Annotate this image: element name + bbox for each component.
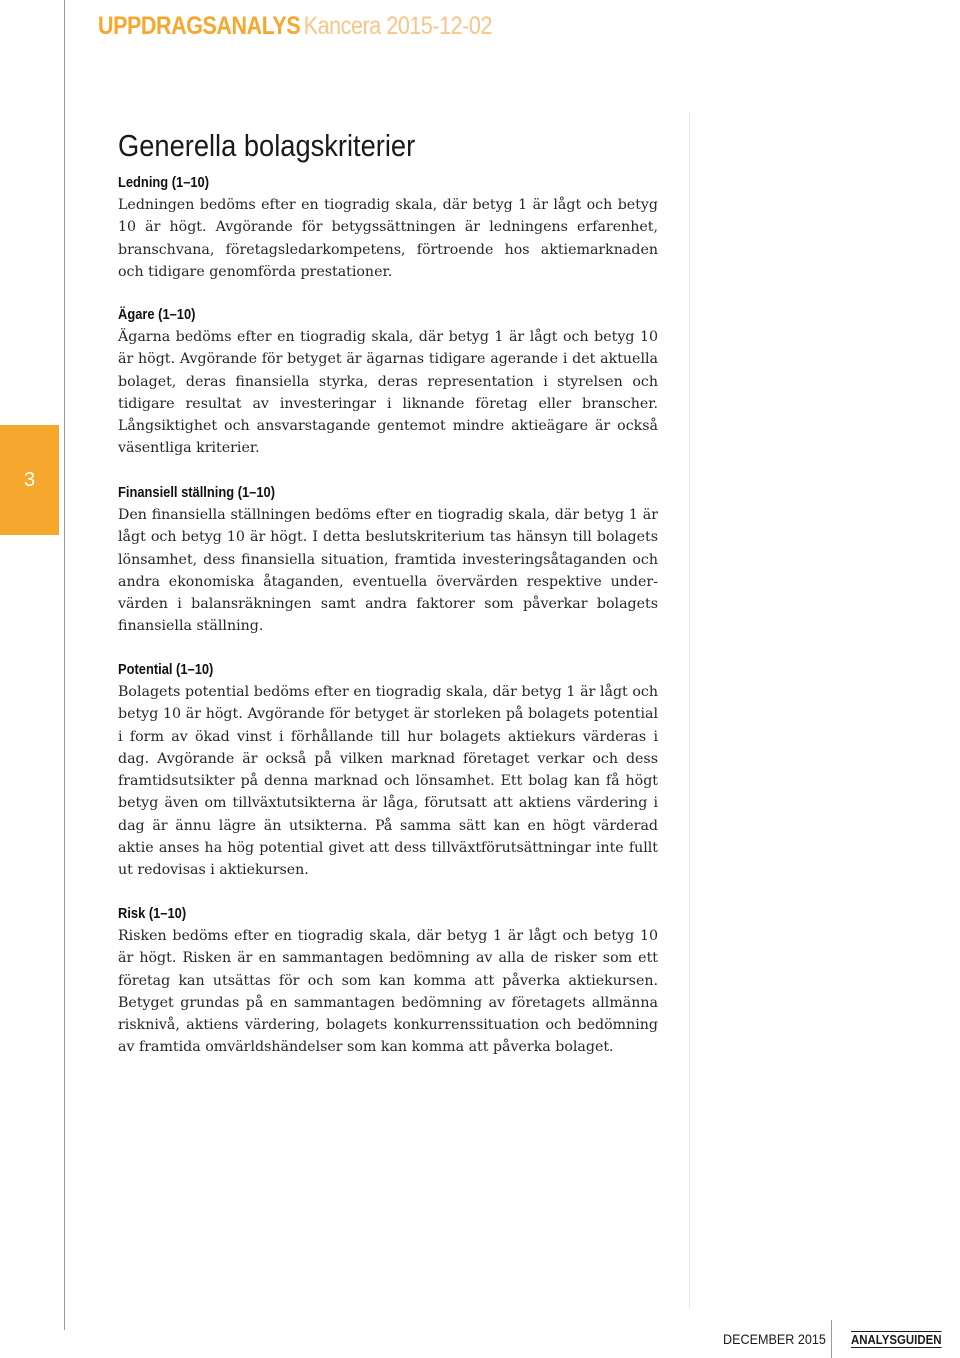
section-body: Bolagets potential bedöms efter en tiogradig skala, där betyg 1 är lågt och betyg 10 är högt. Avgörande för betyget är storleken på bolagets potential i form av ökad vinst i förhållande till hur bolagets aktiekurs värderas i dag. Avgörande är också på vilken marknad företaget verkar och dess framtidsutsikter på denna marknad och lönsamhet. Ett bolag kan få högt betyg även om tillväxtutsikterna är låga, förutsatt att aktiens värdering i dag är ännu lägre än utsikterna. På samma sätt kan en högt värderad aktie anses ha hög potential givet att dess tillväxtförutsättningar inte fullt ut redovisas i aktiekursen. <box>118 684 658 879</box>
section-ledning <box>118 172 658 283</box>
footer-date: DECEMBER 2015 <box>723 1331 826 1347</box>
header-title: UPPDRAGSANALYS <box>98 12 301 40</box>
section-heading: Ledning (1–10) <box>118 174 210 191</box>
section-potential <box>118 659 658 882</box>
header-subtitle: Kancera 2015-12-02 <box>303 12 493 40</box>
section-heading: Risk (1–10) <box>118 905 187 922</box>
left-margin-rule <box>64 0 65 1330</box>
running-header <box>98 12 492 41</box>
section-risk <box>118 903 658 1059</box>
page-title: Generella bolagskriterier <box>118 128 416 163</box>
footer-brand: ANALYSGUIDEN <box>851 1332 942 1347</box>
footer-divider-rule <box>831 1320 832 1358</box>
section-body: Den finansiella ställningen bedöms efter en tiogradig skala, där betyg 1 är lågt och betyg 10 är högt. I detta beslutskriterium tas hänsyn till bolagets lönsamhet, dess finansiella situation, framtida investeringsåtaganden och andra ekonomiska åtaganden, eventuella övervärden respektive undervärden i balansräkningen samt andra faktorer som påverkar bolagets finansiella ställning. <box>118 507 658 635</box>
section-heading: Finansiell ställning (1–10) <box>118 484 276 501</box>
section-heading: Potential (1–10) <box>118 661 214 678</box>
column-divider-rule <box>689 112 690 1308</box>
section-body: Risken bedöms efter en tiogradig skala, där betyg 1 är lågt och betyg 10 är högt. Risken är en sammantagen bedömning av alla de risker som ett företag kan utsättas för och som kan komma att påverka aktiekursen. Betyget grundas på en sammantagen bedömning av företagets allmänna risknivå, aktiens värdering, bolagets konkurrenssituation och bedömning av framtida omvärldshändelser som kan komma att påverka bolaget. <box>118 928 658 1056</box>
section-finansiell-stallning <box>118 482 658 638</box>
section-body: Ägarna bedöms efter en tiogradig skala, där betyg 1 är lågt och betyg 10 är högt. Avgörande för betyget är ägarnas tidigare agerande i det aktuella bolaget, deras finansiella styrka, deras representation i styrelsen och tidigare resultat av investeringar i liknande företag eller branscher. Långsiktighet och ansvarstagande gentemot mindre aktieägare är också väsentliga kriterier. <box>118 329 658 457</box>
section-body: Ledningen bedöms efter en tiogradig skala, där betyg 1 är lågt och betyg 10 är högt. Avgörande för betygssättningen är ledningens erfarenhet, branschvana, företagsledarkompetens, förtroende hos aktiemarknaden och tidigare genomförda prestationer. <box>118 197 658 280</box>
section-agare <box>118 304 658 460</box>
section-heading: Ägare (1–10) <box>118 306 196 323</box>
page-number-tab: 3 <box>0 425 59 535</box>
